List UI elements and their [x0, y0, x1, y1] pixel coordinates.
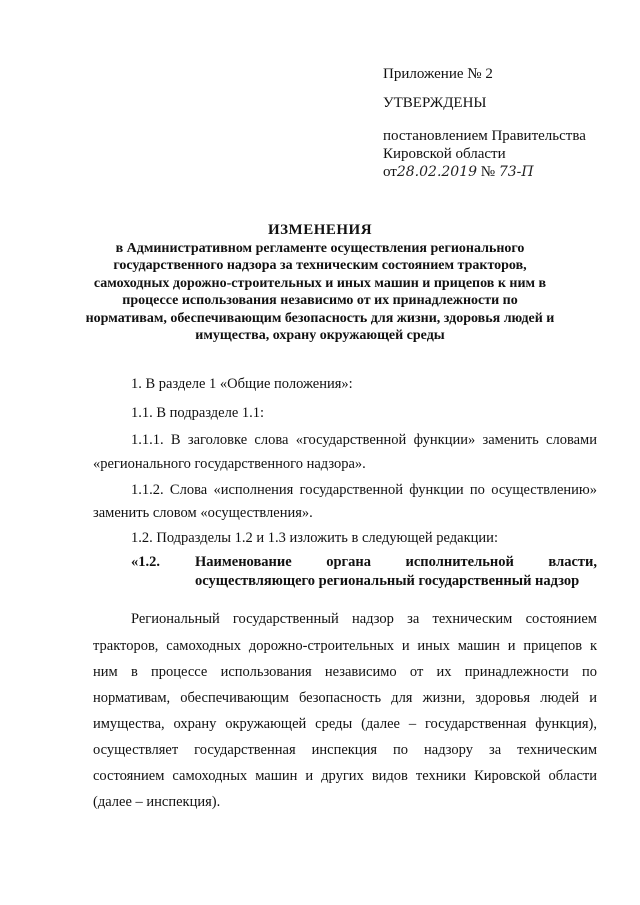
paragraph-1-1-1-line-2: «регионального государственного надзора». [93, 456, 366, 472]
body-paragraph-line: ним в процессе использования независимо от их принадлежности по [93, 664, 597, 680]
title-line: имущества, охрану окружающей среды [195, 328, 445, 343]
handwritten-date: 28.02.2019 [396, 164, 478, 180]
body-paragraph-line: состоянием самоходных машин и других видов техники Кировской области [93, 768, 597, 784]
title-line: нормативам, обеспечивающим безопасность для жизни, здоровья людей и [85, 310, 555, 326]
title-heading: ИЗМЕНЕНИЯ [267, 222, 373, 238]
title-line: процессе использования независимо от их принадлежности по [122, 293, 518, 308]
paragraph-1-1-2-line-2: заменить словом «осуществления». [93, 505, 313, 521]
title-line: государственного надзора за техническим состоянием тракторов, [113, 258, 527, 273]
subsection-heading-line-1: Наименование органа исполнительной власти, [195, 554, 597, 570]
number-sign: № [480, 164, 496, 180]
subsection-number: «1.2. [131, 554, 160, 570]
approved-by-line-1: постановлением Правительства [383, 128, 586, 144]
paragraph-1: 1. В разделе 1 «Общие положения»: [131, 376, 353, 392]
subsection-heading-line-2: осуществляющего региональный государственный надзор [195, 573, 580, 589]
body-paragraph-line: Региональный государственный надзор за техническим состоянием [131, 611, 597, 627]
date-prefix: от [383, 164, 397, 180]
paragraph-1-2: 1.2. Подразделы 1.2 и 1.3 изложить в следующей редакции: [131, 530, 498, 546]
document-title [80, 222, 560, 345]
title-line: самоходных дорожно-строительных и иных машин и прицепов к ним в [93, 275, 547, 291]
handwritten-number: 73-П [498, 164, 534, 180]
approval-date-line [383, 164, 534, 181]
body-paragraph-line: осуществляет государственная инспекция по надзору за техническим [93, 742, 597, 758]
title-line: в Административном регламенте осуществления регионального [115, 240, 525, 256]
approved-label: УТВЕРЖДЕНЫ [383, 95, 487, 111]
body-paragraph-last-line: (далее – инспекция). [93, 794, 221, 810]
body-paragraph-line: тракторов, самоходных дорожно-строительных и иных машин и прицепов к [93, 638, 597, 654]
body-paragraph-line: имущества, охрану окружающей среды (далее – государственная функция), [93, 716, 597, 732]
paragraph-1-1-2-line-1: 1.1.2. Слова «исполнения государственной функции по осуществлению» [131, 482, 597, 498]
body-paragraph-line: нормативам, обеспечивающим безопасность для жизни, здоровья людей и [93, 690, 597, 706]
approved-by-line-2: Кировской области [383, 146, 506, 162]
appendix-label: Приложение № 2 [383, 66, 493, 82]
paragraph-1-1-1-line-1: 1.1.1. В заголовке слова «государственной функции» заменить словами [131, 432, 597, 448]
paragraph-1-1: 1.1. В подразделе 1.1: [131, 405, 265, 421]
